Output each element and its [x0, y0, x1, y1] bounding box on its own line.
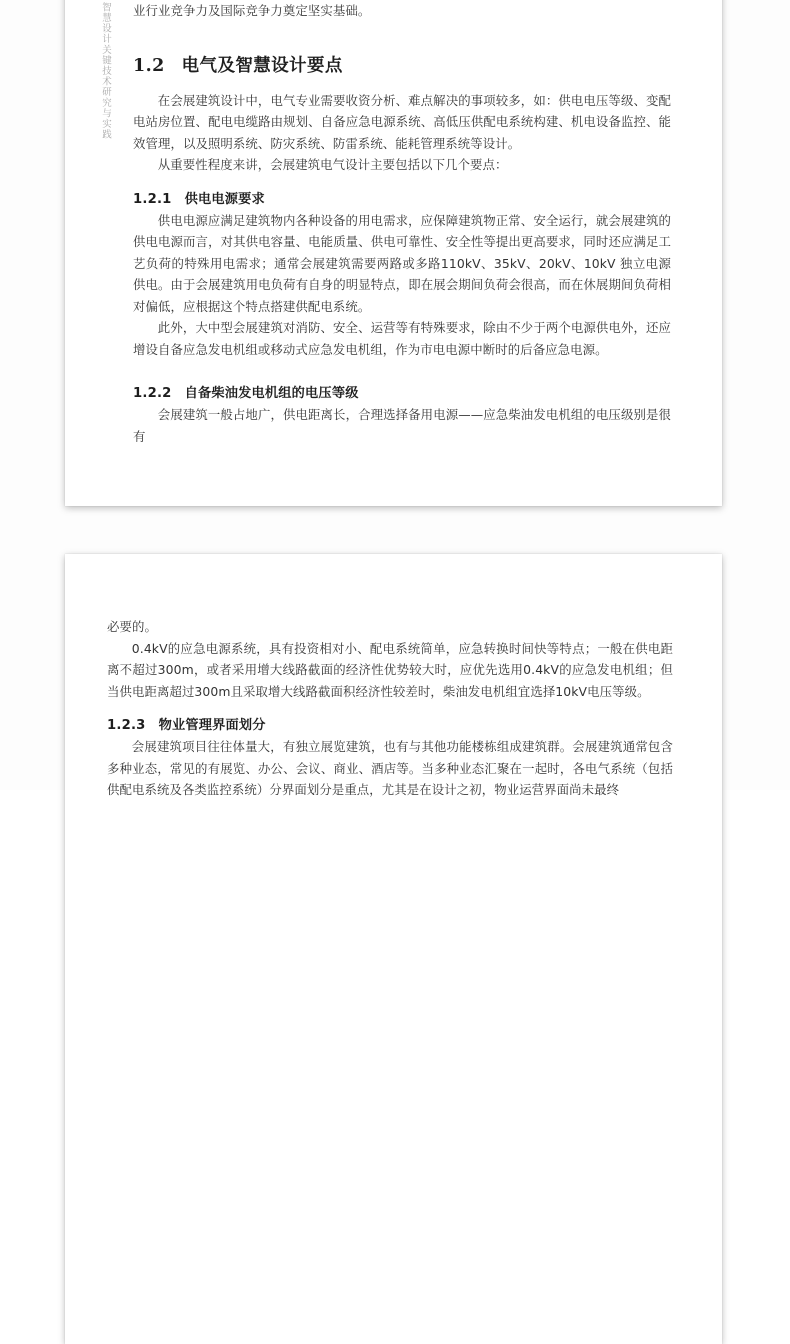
- paragraph: 供电电源应满足建筑物内各种设备的用电需求，应保障建筑物正常、安全运行，就会展建筑的供电电源而言，对其供电容量、电能质量、供电可靠性、安全性等提出更高要求，同时还应满足工艺负荷的特殊用电需求；通常会展建筑需要两路或多路110kV、35kV、20kV、10kV 独立电源供电。由于会展建筑用电负荷有自身的明显特点，即在展会期间负荷会很高，而在休展期间负荷相对偏低，应根据这个特点搭建供配电系统。: [133, 212, 671, 314]
- paragraph: 会展建筑一般占地广，供电距离长，合理选择备用电源——应急柴油发电机组的电压级别是很有: [133, 407, 671, 444]
- subsection-heading-1-2-3: [107, 716, 673, 736]
- paragraph: 0.4kV的应急电源系统，具有投资相对小、配电系统简单，应急转换时间快等特点；一般在供电距离不超过300m，或者采用增大线路截面的经济性优势较大时，应优先选用0.4kV的应急发电机组；但当供电距离超过300m且采取增大线路截面积经济性较差时，柴油发电机组宜选择10kV电压等级。: [107, 640, 673, 699]
- paragraph-continued: 必要的。: [107, 619, 157, 634]
- subsection-title: 物业管理界面划分: [158, 718, 266, 733]
- page-2-text-column: [107, 616, 673, 801]
- spacer: [133, 78, 671, 90]
- page-1-text-column: [133, 0, 671, 447]
- document-page-1: [65, 0, 722, 506]
- spacer: [133, 176, 671, 190]
- subsection-number: 1.2.1: [133, 191, 172, 207]
- spacer: [133, 360, 671, 384]
- section-number: 1.2: [133, 55, 165, 76]
- subsection-number: 1.2.3: [107, 718, 146, 733]
- spacer: [133, 22, 671, 54]
- paragraph: 此外，大中型会展建筑对消防、安全、运营等有特殊要求，除由不少于两个电源供电外，还应增设自备应急发电机组或移动式应急发电机组，作为市电电源中断时的后备应急电源。: [133, 320, 671, 357]
- paragraph: 会展建筑项目往往体量大，有独立展览建筑，也有与其他功能楼栋组成建筑群。会展建筑通常包含多种业态，常见的有展览、办公、会议、商业、酒店等。当多种业态汇聚在一起时，各电气系统（包括供配电系统及各类监控系统）分界面划分是重点，尤其是在设计之初，物业运营界面尚未最终: [107, 739, 673, 797]
- subsection-title: 供电电源要求: [184, 191, 265, 207]
- subsection-heading-1-2-1: [133, 190, 671, 210]
- subsection-title: 自备柴油发电机组的电压等级: [184, 386, 359, 401]
- subsection-number: 1.2.2: [133, 386, 172, 401]
- spine-running-head: 智慧设计关键技术研究与实践: [100, 2, 111, 140]
- paragraph: 从重要性程度来讲，会展建筑电气设计主要包括以下几个要点：: [157, 157, 508, 172]
- paragraph: 在会展建筑设计中，电气专业需要收资分析、难点解决的事项较多，如：供电电压等级、变配电站房位置、配电电缆路由规划、自备应急电源系统、高低压供配电系统构建、机电设备监控、能效管理，以及照明系统、防灾系统、防雷系统、能耗管理系统等设计。: [133, 92, 671, 151]
- document-page-2: [65, 554, 722, 1344]
- section-heading-1-2: [133, 54, 671, 78]
- subsection-heading-1-2-2: [133, 384, 671, 404]
- spacer: [107, 702, 673, 716]
- section-title: 电气及智慧设计要点: [181, 55, 343, 76]
- paragraph-continued: 业行业竞争力及国际竞争力奠定坚实基础。: [133, 3, 371, 18]
